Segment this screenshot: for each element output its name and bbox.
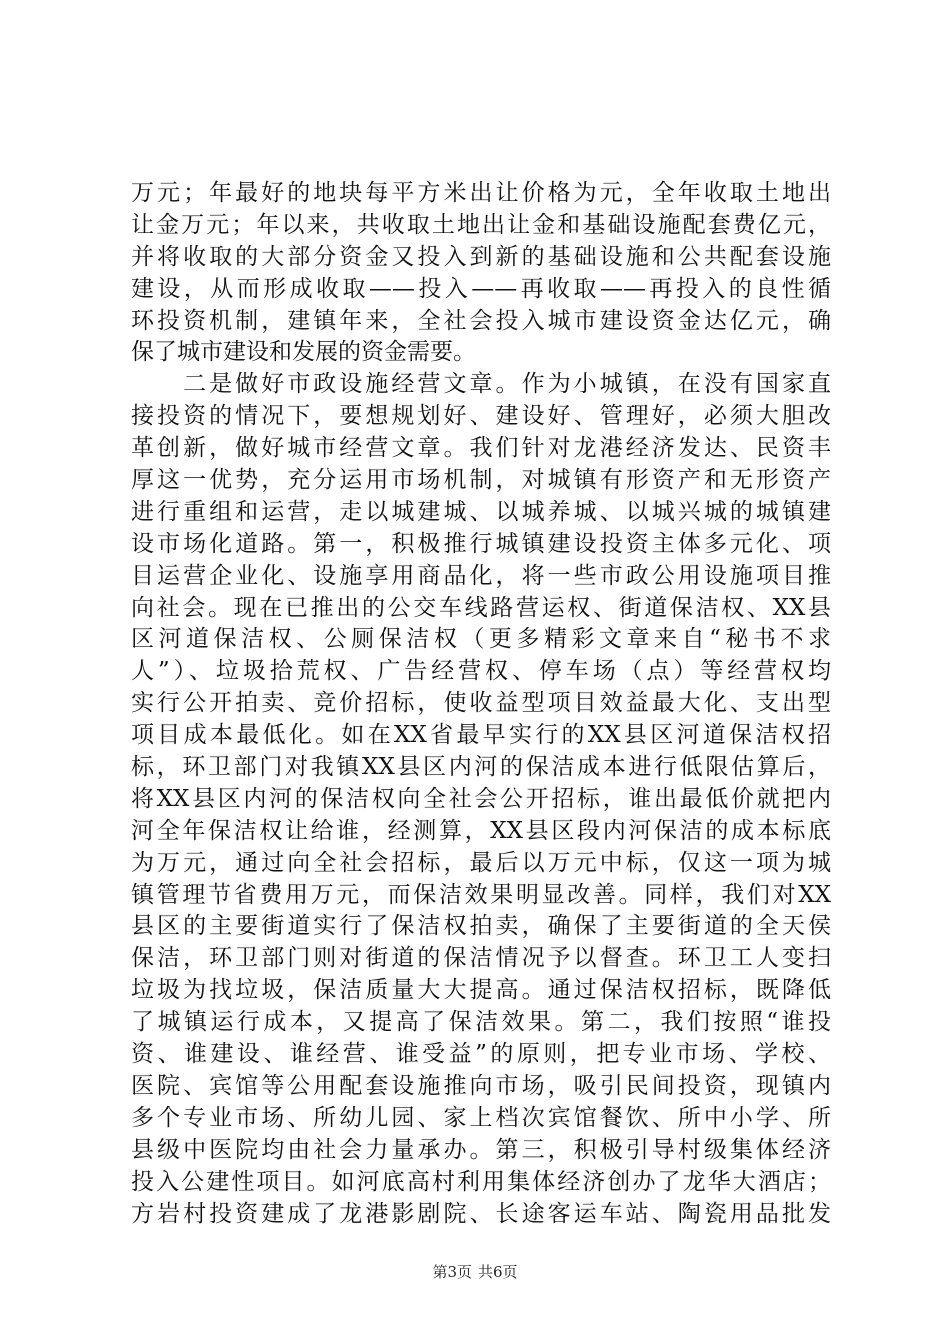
text-line: 县区的主要街道实行了保洁权拍卖，确保了主要街道的全天侯: [131, 913, 831, 940]
page-total: 共6页: [478, 1263, 518, 1281]
text-line: 二是做好市政设施经营文章。作为小城镇，在没有国家直: [131, 371, 831, 398]
text-line: 设市场化道路。第一，积极推行城镇建设投资主体多元化、项: [131, 530, 831, 557]
text-line: 了城镇运行成本，又提高了保洁效果。第二，我们按照“谁投: [131, 1009, 831, 1036]
text-line: 实行公开拍卖、竞价招标，使收益型项目效益最大化、支出型: [131, 690, 831, 717]
text-line: 建设，从而形成收取——投入——再收取——再投入的良性循: [131, 275, 831, 302]
text-line: 厚这一优势，充分运用市场机制，对城镇有形资产和无形资产: [131, 467, 831, 494]
text-line: 将XX县区内河的保洁权向全社会公开招标，谁出最低价就把内: [131, 785, 831, 812]
text-line: 镇管理节省费用万元，而保洁效果明显改善。同样，我们对XX: [131, 881, 831, 908]
document-body: [131, 178, 831, 1230]
text-line: 项目成本最低化。如在XX省最早实行的XX县区河道保洁权招: [131, 722, 831, 749]
text-line: 革创新，做好城市经营文章。我们针对龙港经济发达、民资丰: [131, 435, 831, 462]
text-line: 县级中医院均由社会力量承办。第三，积极引导村级集体经济: [131, 1136, 831, 1163]
text-line: 标，环卫部门对我镇XX县区内河的保洁成本进行低限估算后，: [131, 754, 831, 781]
text-line: 并将收取的大部分资金又投入到新的基础设施和公共配套设施: [131, 243, 831, 270]
text-line: 为万元，通过向全社会招标，最后以万元中标，仅这一项为城: [131, 849, 831, 876]
text-line: 让金万元；年以来，共收取土地出让金和基础设施配套费亿元，: [131, 211, 831, 238]
text-line: 保了城市建设和发展的资金需要。: [131, 339, 476, 366]
text-line: 垃圾为找垃圾，保洁质量大大提高。通过保洁权招标，既降低: [131, 977, 831, 1004]
page-footer: [0, 1262, 950, 1282]
text-line: 资、谁建设、谁经营、谁受益”的原则，把专业市场、学校、: [131, 1041, 831, 1068]
text-line: 向社会。现在已推出的公交车线路营运权、街道保洁权、XX县: [131, 594, 831, 621]
text-line: 接投资的情况下，要想规划好、建设好、管理好，必须大胆改: [131, 403, 831, 430]
text-line: 区河道保洁权、公厕保洁权（更多精彩文章来自“秘书不求: [131, 626, 831, 653]
text-line: 医院、宾馆等公用配套设施推向市场，吸引民间投资，现镇内: [131, 1072, 831, 1099]
text-line: 目运营企业化、设施享用商品化，将一些市政公用设施项目推: [131, 562, 831, 589]
text-line: 环投资机制，建镇年来，全社会投入城市建设资金达亿元，确: [131, 307, 831, 334]
text-line: 万元；年最好的地块每平方米出让价格为元，全年收取土地出: [131, 180, 831, 206]
text-line: 多个专业市场、所幼儿园、家上档次宾馆餐饮、所中小学、所: [131, 1104, 831, 1131]
text-line: 投入公建性项目。如河底高村利用集体经济创办了龙华大酒店；: [131, 1168, 831, 1195]
text-line: 方岩村投资建成了龙港影剧院、长途客运车站、陶瓷用品批发: [131, 1200, 831, 1227]
text-line: 保洁，环卫部门则对街道的保洁情况予以督查。环卫工人变扫: [131, 945, 831, 972]
text-line: 进行重组和运营，走以城建城、以城养城、以城兴城的城镇建: [131, 498, 831, 525]
text-line: 河全年保洁权让给谁，经测算，XX县区段内河保洁的成本标底: [131, 817, 831, 844]
page-number: 第3页: [432, 1263, 472, 1281]
text-line: 人”）、垃圾拾荒权、广告经营权、停车场（点）等经营权均: [131, 658, 831, 685]
